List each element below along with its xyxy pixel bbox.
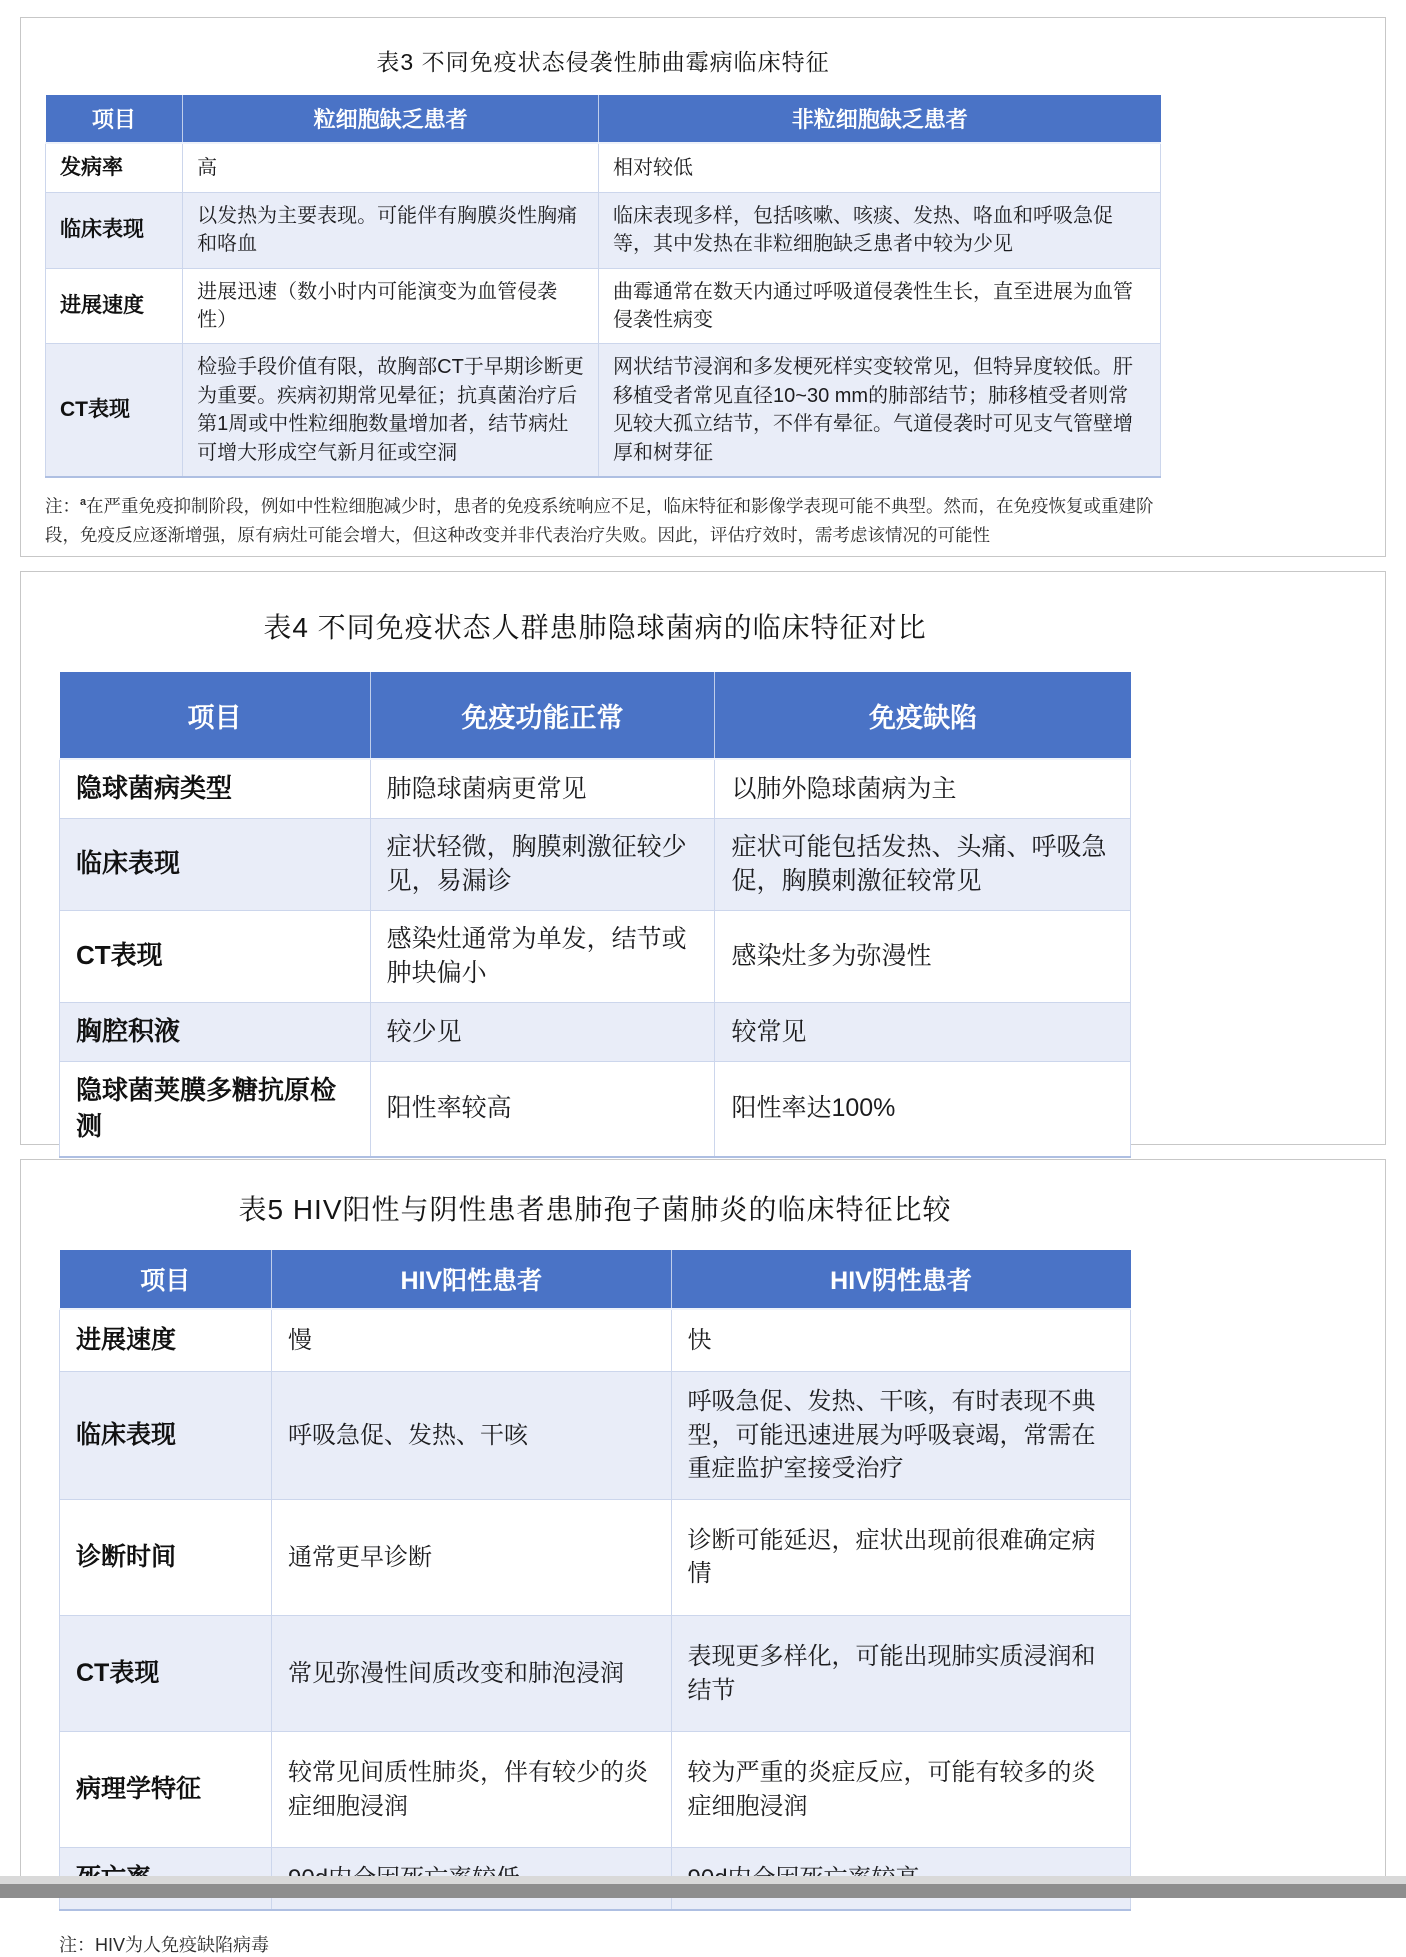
table-row xyxy=(60,1499,1131,1615)
footnote-label: 注： xyxy=(59,1935,95,1956)
row-label: 临床表现 xyxy=(60,1372,272,1500)
row-label: 诊断时间 xyxy=(60,1499,272,1615)
table-cell: 网状结节浸润和多发梗死样实变较常见，但特异度较低。肝移植受者常见直径10~30 mm的肺部结节；肺移植受者则常见较大孤立结节，不伴有晕征。气道侵袭时可见支气管壁增厚和树芽征 xyxy=(599,344,1161,477)
table3 xyxy=(45,95,1161,478)
table-cell: 以发热为主要表现。可能伴有胸膜炎性胸痛和咯血 xyxy=(183,192,599,268)
table-cell: 以肺外隐球菌病为主 xyxy=(715,759,1131,818)
table-row xyxy=(60,1615,1131,1731)
row-label: 进展速度 xyxy=(60,1309,272,1372)
table5-footnote xyxy=(59,1931,1385,1957)
table3-header-non-neutropenic: 非粒细胞缺乏患者 xyxy=(599,95,1161,143)
table-cell: 较常见间质性肺炎，伴有较少的炎症细胞浸润 xyxy=(272,1732,671,1848)
page-bottom-bar xyxy=(0,1884,1406,1898)
table4-header-immunocompetent: 免疫功能正常 xyxy=(370,672,715,759)
table3-header-neutropenic: 粒细胞缺乏患者 xyxy=(183,95,599,143)
table-cell: 阳性率较高 xyxy=(370,1061,715,1156)
table4 xyxy=(59,672,1131,1158)
table-row xyxy=(60,910,1131,1002)
row-label: 进展速度 xyxy=(46,268,183,344)
table4-header-immunodeficient: 免疫缺陷 xyxy=(715,672,1131,759)
table3-title: 表3 不同免疫状态侵袭性肺曲霉病临床特征 xyxy=(376,49,830,75)
table-row xyxy=(46,268,1161,344)
table5-header-row xyxy=(60,1250,1131,1309)
table-cell: 症状轻微，胸膜刺激征较少见，易漏诊 xyxy=(370,818,715,910)
page-bottom-divider xyxy=(0,1876,1406,1884)
table-cell: 感染灶多为弥漫性 xyxy=(715,910,1131,1002)
table3-header-item: 项目 xyxy=(46,95,183,143)
table-row xyxy=(46,192,1161,268)
table-row xyxy=(46,344,1161,477)
row-label: 发病率 xyxy=(46,143,183,192)
table-cell: 高 xyxy=(183,143,599,192)
row-label: 胸腔积液 xyxy=(60,1002,371,1061)
table-row xyxy=(60,1061,1131,1156)
row-label: 隐球菌荚膜多糖抗原检测 xyxy=(60,1061,371,1156)
table-cell: 慢 xyxy=(272,1309,671,1372)
table-cell: 常见弥漫性间质改变和肺泡浸润 xyxy=(272,1615,671,1731)
table-row xyxy=(60,1372,1131,1500)
table5-header-item: 项目 xyxy=(60,1250,272,1309)
row-label: 临床表现 xyxy=(46,192,183,268)
table-cell: 检验手段价值有限，故胸部CT于早期诊断更为重要。疾病初期常见晕征；抗真菌治疗后第1周或中性粒细胞数量增加者，结节病灶可增大形成空气新月征或空洞 xyxy=(183,344,599,477)
table-cell: 进展迅速（数小时内可能演变为血管侵袭性） xyxy=(183,268,599,344)
table4-panel xyxy=(20,571,1386,1145)
row-label: 病理学特征 xyxy=(60,1732,272,1848)
table-cell: 诊断可能延迟，症状出现前很难确定病情 xyxy=(671,1499,1130,1615)
row-label: 临床表现 xyxy=(60,818,371,910)
table-cell: 呼吸急促、发热、干咳 xyxy=(272,1372,671,1500)
table-cell: 肺隐球菌病更常见 xyxy=(370,759,715,818)
table-row xyxy=(46,143,1161,192)
table-row xyxy=(60,1309,1131,1372)
table-cell: 较为严重的炎症反应，可能有较多的炎症细胞浸润 xyxy=(671,1732,1130,1848)
footnote-label: 注： xyxy=(45,495,80,516)
table5-panel xyxy=(20,1159,1386,1956)
table-cell: 较少见 xyxy=(370,1002,715,1061)
row-label: CT表现 xyxy=(60,1615,272,1731)
table-cell: 症状可能包括发热、头痛、呼吸急促，胸膜刺激征较常见 xyxy=(715,818,1131,910)
table-row xyxy=(60,1002,1131,1061)
table-cell: 相对较低 xyxy=(599,143,1161,192)
table4-title: 表4 不同免疫状态人群患肺隐球菌病的临床特征对比 xyxy=(263,612,927,643)
table5-header-hiv-positive: HIV阳性患者 xyxy=(272,1250,671,1309)
table-cell: 快 xyxy=(671,1309,1130,1372)
footnote-superscript: a xyxy=(80,496,87,509)
table5-title: 表5 HIV阳性与阴性患者患肺孢子菌肺炎的临床特征比较 xyxy=(238,1194,952,1225)
row-label: 隐球菌病类型 xyxy=(60,759,371,818)
footnote-text: 在严重免疫抑制阶段，例如中性粒细胞减少时，患者的免疫系统响应不足，临床特征和影像学表现可能不典型。然而，在免疫恢复或重建阶段，免疫反应逐渐增强，原有病灶可能会增大，但这种改变并非代表治疗失败。因此，评估疗效时，需考虑该情况的可能性 xyxy=(45,495,1154,545)
table3-header-row xyxy=(46,95,1161,143)
table-cell: 呼吸急促、发热、干咳，有时表现不典型，可能迅速进展为呼吸衰竭，常需在重症监护室接受治疗 xyxy=(671,1372,1130,1500)
table3-footnote xyxy=(45,492,1161,550)
table5-header-hiv-negative: HIV阴性患者 xyxy=(671,1250,1130,1309)
table-cell: 曲霉通常在数天内通过呼吸道侵袭性生长，直至进展为血管侵袭性病变 xyxy=(599,268,1161,344)
table4-header-item: 项目 xyxy=(60,672,371,759)
table-row xyxy=(60,818,1131,910)
table-cell: 较常见 xyxy=(715,1002,1131,1061)
table-cell: 临床表现多样，包括咳嗽、咳痰、发热、咯血和呼吸急促等，其中发热在非粒细胞缺乏患者中较为少见 xyxy=(599,192,1161,268)
table5 xyxy=(59,1250,1131,1911)
table4-header-row xyxy=(60,672,1131,759)
footnote-text: HIV为人免疫缺陷病毒 xyxy=(95,1935,270,1956)
row-label: CT表现 xyxy=(60,910,371,1002)
table-cell: 感染灶通常为单发，结节或肿块偏小 xyxy=(370,910,715,1002)
table-cell: 阳性率达100% xyxy=(715,1061,1131,1156)
table-cell: 表现更多样化，可能出现肺实质浸润和结节 xyxy=(671,1615,1130,1731)
table-cell: 通常更早诊断 xyxy=(272,1499,671,1615)
table3-panel xyxy=(20,17,1386,557)
table-row xyxy=(60,759,1131,818)
table-row xyxy=(60,1732,1131,1848)
row-label: CT表现 xyxy=(46,344,183,477)
